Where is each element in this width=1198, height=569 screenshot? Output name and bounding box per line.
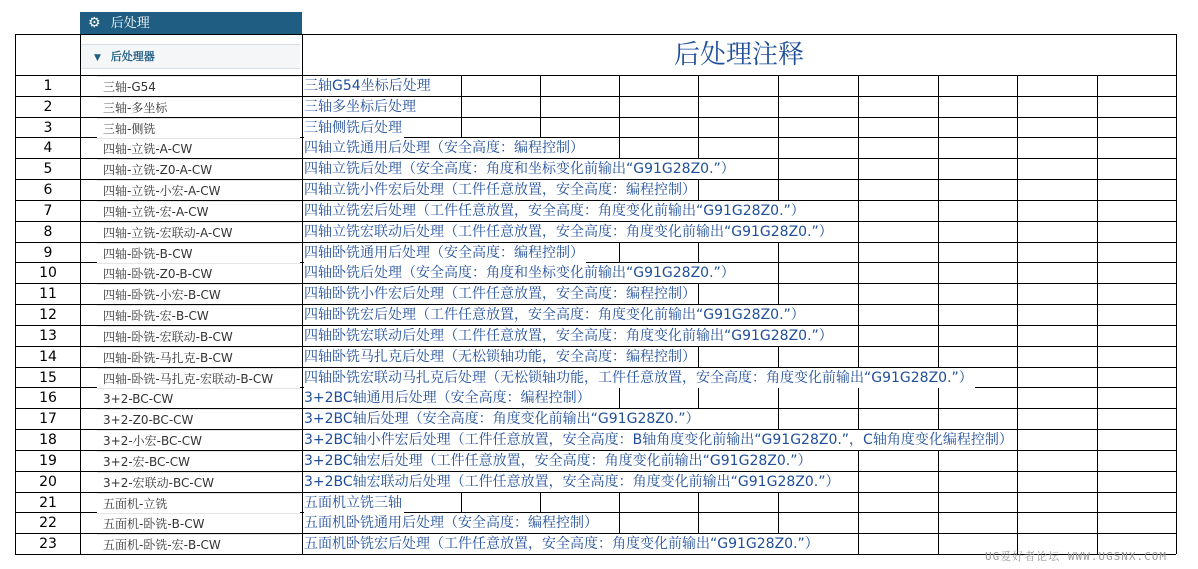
post-processor-item[interactable]: 四轴-立铣-A-CW (97, 138, 300, 158)
row-number: 10 (39, 265, 57, 281)
group-label: 后处理器 (110, 50, 155, 63)
comment-cell: 3+2BC轴小件宏后处理（工件任意放置，安全高度：B轴角度变化前输出“G91G28Z0.”，C轴角度变化编程控制） (304, 432, 1013, 448)
comment-cell: 四轴立铣宏联动后处理（工件任意放置，安全高度：角度变化前输出“G91G28Z0.”） (304, 224, 833, 240)
post-processor-item[interactable]: 四轴-卧铣-B-CW (97, 243, 300, 263)
post-processor-item[interactable]: 3+2-宏-BC-CW (97, 451, 300, 471)
comment-cell: 3+2BC轴宏联动后处理（工件任意放置，安全高度：角度变化前输出“G91G28Z0.”） (304, 474, 840, 490)
triangle-down-icon: ▼ (94, 53, 101, 63)
row-number: 22 (39, 515, 57, 531)
comment-cell: 3+2BC轴通用后处理（安全高度：编程控制） (304, 390, 591, 406)
grid-col-line (1017, 75, 1018, 554)
post-processor-item[interactable]: 四轴-卧铣-马扎克-B-CW (97, 347, 300, 367)
comment-cell: 四轴立铣后处理（安全高度：角度和坐标变化前输出“G91G28Z0.”） (304, 161, 735, 177)
comment-cell: 四轴立铣宏后处理（工件任意放置，安全高度：角度变化前输出“G91G28Z0.”） (304, 203, 805, 219)
grid-col-line (302, 34, 303, 554)
grid-col-line (1176, 34, 1177, 554)
post-processor-item[interactable]: 3+2-Z0-BC-CW (97, 409, 300, 429)
comment-cell: 四轴立铣小件宏后处理（工件任意放置，安全高度：编程控制） (304, 182, 696, 198)
comment-cell: 四轴卧铣后处理（安全高度：角度和坐标变化前输出“G91G28Z0.”） (304, 265, 735, 281)
comment-cell: 三轴G54坐标后处理 (304, 78, 431, 94)
post-processor-item[interactable]: 3+2-BC-CW (97, 388, 300, 408)
comment-cell: 四轴卧铣宏联动后处理（工件任意放置，安全高度：角度变化前输出“G91G28Z0.”） (304, 328, 833, 344)
post-processor-item[interactable]: 五面机-卧铣-B-CW (97, 513, 300, 533)
row-number: 15 (39, 370, 57, 386)
comment-cell: 3+2BC轴后处理（安全高度：角度变化前输出“G91G28Z0.”） (304, 411, 700, 427)
row-number: 7 (43, 203, 53, 219)
watermark: UG爱好者论坛 WWW.UGSNX.COM (985, 550, 1167, 563)
post-processor-item[interactable]: 四轴-立铣-小宏-A-CW (97, 180, 300, 200)
post-processor-item[interactable]: 四轴-卧铣-Z0-B-CW (97, 263, 300, 283)
post-processor-item[interactable]: 四轴-卧铣-宏联动-B-CW (97, 326, 300, 346)
post-processor-item[interactable]: 五面机-立铣 (97, 493, 300, 513)
row-number: 13 (39, 328, 57, 344)
row-number: 19 (39, 453, 57, 469)
post-processor-item[interactable]: 三轴-多坐标 (97, 97, 300, 117)
row-number: 18 (39, 432, 57, 448)
panel-title: 后处理 (110, 16, 150, 31)
row-number: 11 (39, 286, 57, 302)
row-number: 16 (39, 390, 57, 406)
post-processor-item[interactable]: 四轴-卧铣-宏-B-CW (97, 305, 300, 325)
post-processor-item[interactable]: 四轴-卧铣-小宏-B-CW (97, 284, 300, 304)
comment-cell: 四轴卧铣马扎克后处理（无松锁轴功能，安全高度：编程控制） (304, 349, 696, 365)
comment-cell: 五面机卧铣宏后处理（工件任意放置，安全高度：角度变化前输出“G91G28Z0.”） (304, 536, 819, 552)
gear-icon: ⚙ (88, 15, 101, 31)
row-number: 2 (43, 99, 53, 115)
post-processor-item[interactable]: 五面机-卧铣-宏-B-CW (97, 534, 300, 554)
comment-cell: 五面机卧铣通用后处理（安全高度：编程控制） (304, 515, 598, 531)
row-number: 21 (39, 495, 57, 511)
row-number: 23 (39, 536, 57, 552)
post-processor-item[interactable]: 3+2-宏联动-BC-CW (97, 472, 300, 492)
row-number: 17 (39, 411, 57, 427)
grid-col-line (1097, 75, 1098, 554)
grid-col-line (858, 75, 859, 554)
post-processor-item[interactable]: 四轴-卧铣-马扎克-宏联动-B-CW (97, 368, 300, 388)
post-processor-item[interactable]: 三轴-G54 (97, 76, 300, 96)
comment-cell: 3+2BC轴宏后处理（工件任意放置，安全高度：角度变化前输出“G91G28Z0.”） (304, 453, 812, 469)
grid-col-line (80, 34, 81, 554)
comment-cell: 四轴卧铣宏联动马扎克后处理（无松锁轴功能，工件任意放置，安全高度：角度变化前输出“G91G28Z0.”） (304, 370, 973, 386)
row-number: 12 (39, 307, 57, 323)
post-processing-panel-header[interactable] (80, 12, 302, 34)
grid-col-line (938, 75, 939, 554)
comment-cell: 三轴多坐标后处理 (304, 99, 416, 115)
post-processor-item[interactable]: 四轴-立铣-Z0-A-CW (97, 159, 300, 179)
comment-cell: 四轴立铣通用后处理（安全高度：编程控制） (304, 140, 584, 156)
row-number: 3 (43, 120, 53, 136)
row-number: 4 (43, 140, 53, 156)
row-number: 14 (39, 349, 57, 365)
row-number: 20 (39, 474, 57, 490)
row-number: 5 (43, 161, 53, 177)
post-processor-item[interactable]: 四轴-立铣-宏联动-A-CW (97, 222, 300, 242)
comment-cell: 四轴卧铣小件宏后处理（工件任意放置，安全高度：编程控制） (304, 286, 696, 302)
row-number: 9 (43, 245, 53, 261)
sheet-title: 后处理注释 (673, 40, 804, 70)
row-number: 8 (43, 224, 53, 240)
comment-cell: 四轴卧铣宏后处理（工件任意放置，安全高度：角度变化前输出“G91G28Z0.”） (304, 307, 805, 323)
post-processor-group[interactable] (80, 44, 300, 69)
comment-cell: 五面机立铣三轴 (304, 495, 402, 511)
comment-cell: 三轴侧铣后处理 (304, 120, 402, 136)
row-number: 1 (43, 78, 53, 94)
row-number: 6 (43, 182, 53, 198)
post-processor-item[interactable]: 四轴-立铣-宏-A-CW (97, 201, 300, 221)
grid-row-line (15, 34, 1176, 35)
post-processor-item[interactable]: 三轴-侧铣 (97, 118, 300, 138)
comment-cell: 四轴卧铣通用后处理（安全高度：编程控制） (304, 245, 584, 261)
post-processor-item[interactable]: 3+2-小宏-BC-CW (97, 430, 300, 450)
